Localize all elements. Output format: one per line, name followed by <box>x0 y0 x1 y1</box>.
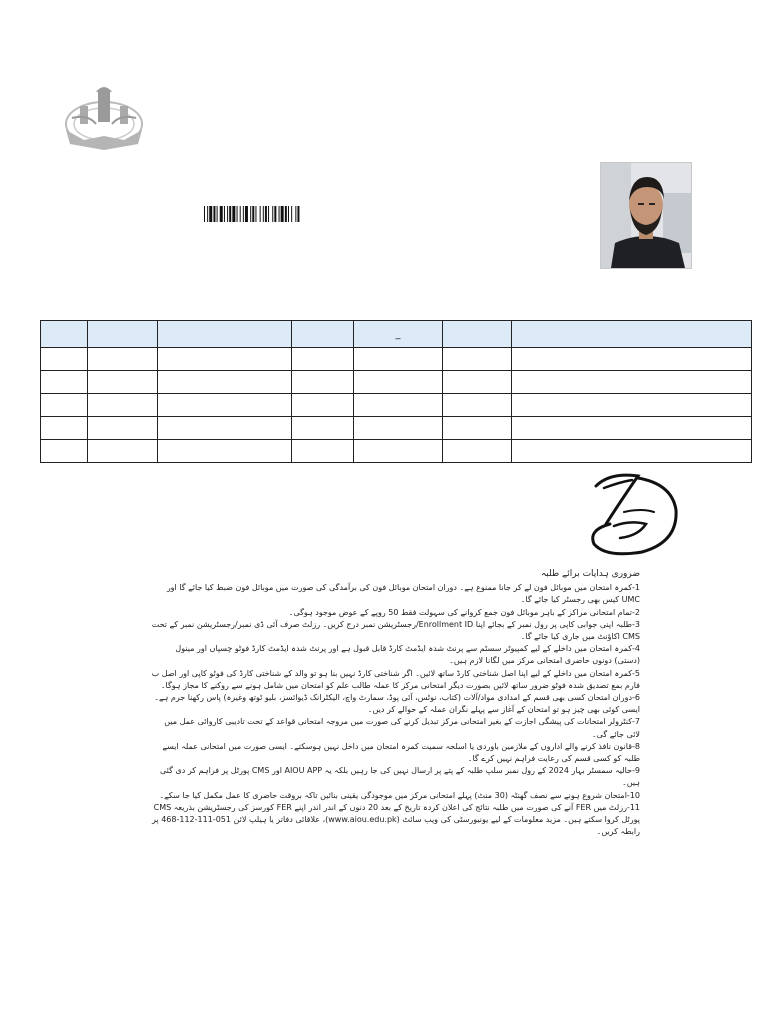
table-header-row <box>41 321 752 348</box>
barcode-bar <box>288 206 289 222</box>
instruction-item: 11-رزلٹ میں FER آنے کی صورت میں طلبہ نتائج کی اعلان کردہ تاریخ کے بعد 20 دنوں کے اندر اندر اپنے FER کورسز کی رجسٹریشن بذریعہ CMS پورٹل کروا سکتے ہیں۔ مزید معلومات کے لیے یونیورسٹی کی ویب سائٹ (www.aiou.edu.pk)، علاقائی دفاتر یا ہیلپ لائن 051-111-112-468 پر رابطہ کریں۔ <box>152 802 640 837</box>
instruction-item: 8-قانون نافذ کرنے والے اداروں کے ملازمین باوردی یا اسلحہ سمیت کمرہ امتحان میں داخل نہیں ہوسکتے۔ ایسی صورت میں امتحانی عملہ ایسے طلبہ کو کسی قسم کی رعایت فراہم نہیں کرے گا۔ <box>162 741 640 764</box>
exam-schedule-table <box>40 320 752 463</box>
table-cell <box>512 371 752 394</box>
instructions-heading: ضروری ہدایات برائے طلبہ <box>540 569 640 579</box>
barcode-bar <box>268 206 269 222</box>
barcode-bar <box>295 206 296 222</box>
table-row <box>41 348 752 371</box>
barcode-bar <box>260 206 261 222</box>
university-logo <box>58 84 150 156</box>
barcode-bar <box>255 206 256 222</box>
table-cell <box>292 440 354 463</box>
table-cell <box>158 417 292 440</box>
barcode-bar <box>220 206 223 222</box>
barcode-bar <box>285 206 287 222</box>
table-row <box>41 371 752 394</box>
table-cell <box>354 440 443 463</box>
barcode-bar <box>237 206 238 222</box>
table-cell <box>443 417 512 440</box>
table-cell <box>41 348 88 371</box>
table-cell <box>512 440 752 463</box>
header-cell <box>88 321 158 348</box>
table-cell <box>292 348 354 371</box>
instruction-item: 3-طلبہ اپنی جوابی کاپی پر رول نمبر کے بجائے اپنا Enrollment ID/رجسٹریشن نمبر درج کریں۔ رزلٹ صرف آئی ڈی نمبر/رجسٹریشن نمبر کے تحت CMS اکاؤنٹ میں جاری کیا جائے گا۔ <box>151 619 640 642</box>
barcode-bar <box>291 206 292 222</box>
table-cell <box>88 394 158 417</box>
barcode-bar <box>227 206 228 222</box>
header-cell <box>158 321 292 348</box>
table-cell <box>354 348 443 371</box>
table-cell <box>88 440 158 463</box>
table-cell <box>88 371 158 394</box>
barcode-bar <box>207 206 208 222</box>
table-cell <box>292 417 354 440</box>
signature <box>580 466 690 561</box>
barcode-bar <box>272 206 273 222</box>
barcode-bar <box>274 206 276 222</box>
table-cell <box>443 394 512 417</box>
instruction-item: 10-امتحان شروع ہونے سے نصف گھنٹہ (30 منٹ) پہلے امتحانی مرکز میں موجودگی یقینی بنائیں تاکہ بروقت حاضری کا عمل مکمل کیا جا سکے۔ <box>159 790 640 800</box>
table-row <box>41 394 752 417</box>
table-cell <box>443 440 512 463</box>
student-photo <box>600 162 692 269</box>
table-row <box>41 440 752 463</box>
table-cell <box>41 440 88 463</box>
header-cell <box>41 321 88 348</box>
barcode <box>204 206 386 222</box>
table-cell <box>158 394 292 417</box>
instruction-item: 6-دوران امتحان کسی بھی قسم کے امدادی مواد/آلات (کتاب، نوٹس، آئی پوڈ، سمارٹ واچ، الیکٹرانک ڈیوائسز، بلیو ٹوتھ وغیرہ) پاس رکھنا جرم ہے۔ ایسی کوئی بھی چیز ہو تو امتحان کے آغاز سے پہلے نگران عملہ کے حوالے کر دیں۔ <box>154 693 640 715</box>
header-cell <box>443 321 512 348</box>
table-cell <box>354 394 443 417</box>
table-cell <box>41 371 88 394</box>
barcode-bar <box>209 206 212 222</box>
table-cell <box>292 371 354 394</box>
barcode-bar <box>229 206 231 222</box>
header-cell <box>512 321 752 348</box>
table-cell <box>443 371 512 394</box>
table-cell <box>158 371 292 394</box>
barcode-bar <box>250 206 251 222</box>
table-cell <box>354 417 443 440</box>
barcode-bar <box>245 206 248 222</box>
table-cell <box>292 394 354 417</box>
table-cell <box>512 394 752 417</box>
header-cell: _ <box>354 321 443 348</box>
barcode-bar <box>204 206 205 222</box>
table-cell <box>443 348 512 371</box>
barcode-bar <box>297 206 299 222</box>
barcode-bar <box>252 206 254 222</box>
barcode-bar <box>279 206 280 222</box>
table-cell <box>158 348 292 371</box>
barcode-bar <box>265 206 267 222</box>
instruction-item: 9-حالیہ سمسٹر بہار 2024 کے رول نمبر سلپ طلبہ کے پتے پر ارسال نہیں کی جا رہیں بلکہ یہ AIOU APP اور CMS پورٹل پر فراہم کر دی گئی ہیں۔ <box>160 766 640 788</box>
table-cell <box>354 371 443 394</box>
table-cell <box>88 417 158 440</box>
instruction-item: 7-کنٹرولر امتحانات کی پیشگی اجازت کے بغیر امتحانی مرکز تبدیل کرنے کی صورت میں مروجہ امتحانی قواعد کے تحت تادیبی کاروائی عمل میں لائی جائے گی۔ <box>164 717 640 739</box>
header-cell <box>292 321 354 348</box>
table-cell <box>512 348 752 371</box>
barcode-bar <box>243 206 244 222</box>
barcode-bar <box>217 206 218 222</box>
barcode-bar <box>224 206 225 222</box>
table-cell <box>158 440 292 463</box>
barcode-bar <box>240 206 241 222</box>
instruction-item: 1-کمرہ امتحان میں موبائل فون لے کر جانا ممنوع ہے۔ دوران امتحان موبائل فون کی برآمدگی کی صورت میں موبائل فون ضبط کیا جائے گا اور UMC کیس بھی رجسٹر کیا جائے گا۔ <box>166 583 640 605</box>
instruction-item: 4-کمرہ امتحان میں داخلے کے لیے کمپیوٹر سسٹم سے پرنٹ شدہ ایڈمٹ کارڈ قابل قبول ہے اور پرنٹ شدہ ایڈمٹ کارڈ فوٹو چسپاں اور مینول (دستی) دونوں حاضری امتحانی مرکز میں لگانا لازم ہیں۔ <box>175 644 640 666</box>
barcode-bar <box>263 206 264 222</box>
instruction-item: 5-کمرہ امتحان میں داخلے کے لیے اپنا اصل شناختی کارڈ ساتھ لائیں۔ اگر شناختی کارڈ نہیں بنا ہو تو والد کے شناختی کارڈ کی فوٹو کاپی اور اصل ب فارم بمع تصدیق شدہ فوٹو ضرور ساتھ لائیں بصورت دیگر امتحانی مرکز کا عملہ طالب علم کو امتحان میں شامل ہونے سے روکنے کا مجاز ہوگا۔ <box>151 668 640 690</box>
table-cell <box>41 417 88 440</box>
barcode-bar <box>232 206 235 222</box>
barcode-bar <box>213 206 215 222</box>
table-cell <box>512 417 752 440</box>
table-cell <box>88 348 158 371</box>
table-row <box>41 417 752 440</box>
student-instructions <box>150 568 640 838</box>
barcode-bar <box>281 206 284 222</box>
instruction-item: 2-تمام امتحانی مراکز کے باہر موبائل فون جمع کروانے کی سہولت فقط 50 روپے کے عوض موجود ہوگی۔ <box>288 607 640 617</box>
table-cell <box>41 394 88 417</box>
